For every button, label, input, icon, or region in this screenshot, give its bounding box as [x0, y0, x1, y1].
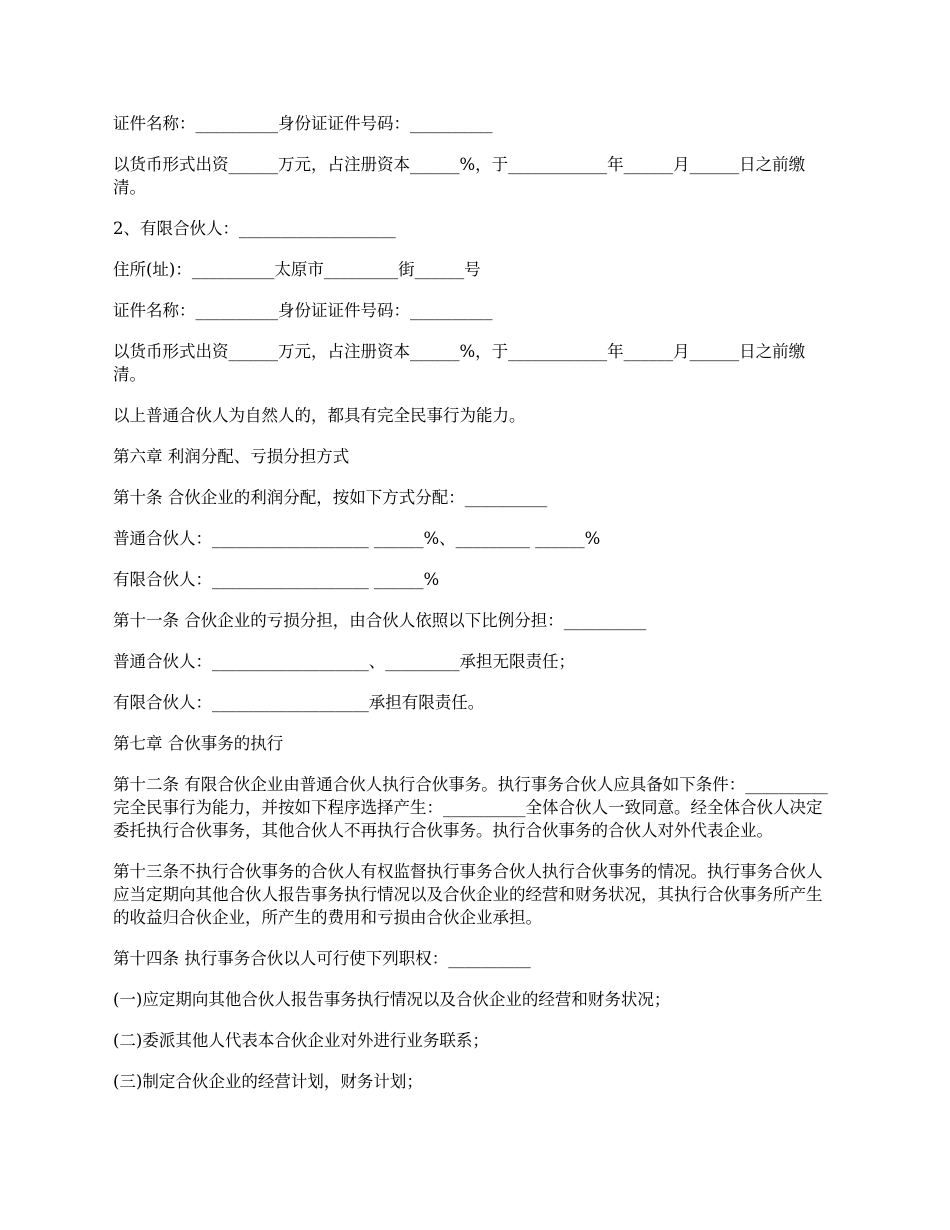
article-12: 第十二条 有限合伙企业由普通合伙人执行合伙事务。执行事务合伙人应具备如下条件：__________完全民事行为能力，并按如下程序选择产生：__________全体合伙人一致同意。经全体合伙人决定委托执行合伙事务，其他合伙人不再执行合伙事务。执行合伙事务的合伙人对外代表企业。	[113, 775, 828, 840]
article-13: 第十三条不执行合伙事务的合伙人有权监督执行事务合伙人执行合伙事务的情况。执行事务合伙人应当定期向其他合伙人报告事务执行情况以及合伙企业的经营和财务状况，其执行合伙事务所产生的收益归合伙企业，所产生的费用和亏损由合伙企业承担。	[113, 862, 823, 927]
chapter-6-title: 第六章 利润分配、亏损分担方式	[113, 447, 350, 466]
limited-partner-heading: 2、有限合伙人：___________________	[113, 219, 396, 238]
document-page	[113, 112, 837, 1111]
loss-limited-partner: 有限合伙人：___________________承担有限责任。	[113, 693, 485, 712]
article-10: 第十条 合伙企业的利润分配，按如下方式分配：__________	[113, 488, 548, 507]
profit-limited-partner: 有限合伙人：___________________ ______%	[113, 570, 440, 589]
capital-contribution-line-1: 以货币形式出资______万元，占注册资本______%，于____________年______月______日之前缴清。	[113, 155, 806, 197]
loss-general-partner: 普通合伙人：___________________、_________承担无限责任；	[113, 652, 575, 671]
profit-general-partner: 普通合伙人：___________________ ______%、_________ ______%	[113, 529, 601, 548]
article-14: 第十四条 执行事务合伙以人可行使下列职权：__________	[113, 949, 531, 968]
address-line: 住所(址)：__________太原市_________街______号	[113, 260, 481, 279]
id-document-line-2: 证件名称：__________身份证证件号码：__________	[113, 301, 493, 320]
article-11: 第十一条 合伙企业的亏损分担，由合伙人依照以下比例分担：__________	[113, 611, 647, 630]
capacity-statement: 以上普通合伙人为自然人的，都具有完全民事行为能力。	[113, 406, 526, 425]
power-item-2: (二)委派其他人代表本合伙企业对外进行业务联系；	[113, 1031, 489, 1050]
power-item-1: (一)应定期向其他合伙人报告事务执行情况以及合伙企业的经营和财务状况；	[113, 990, 671, 1009]
capital-contribution-line-2: 以货币形式出资______万元，占注册资本______%，于____________年______月______日之前缴清。	[113, 342, 806, 384]
id-document-line-1: 证件名称：__________身份证证件号码：__________	[113, 114, 493, 133]
chapter-7-title: 第七章 合伙事务的执行	[113, 734, 284, 753]
power-item-3: (三)制定合伙企业的经营计划，财务计划；	[113, 1072, 423, 1091]
